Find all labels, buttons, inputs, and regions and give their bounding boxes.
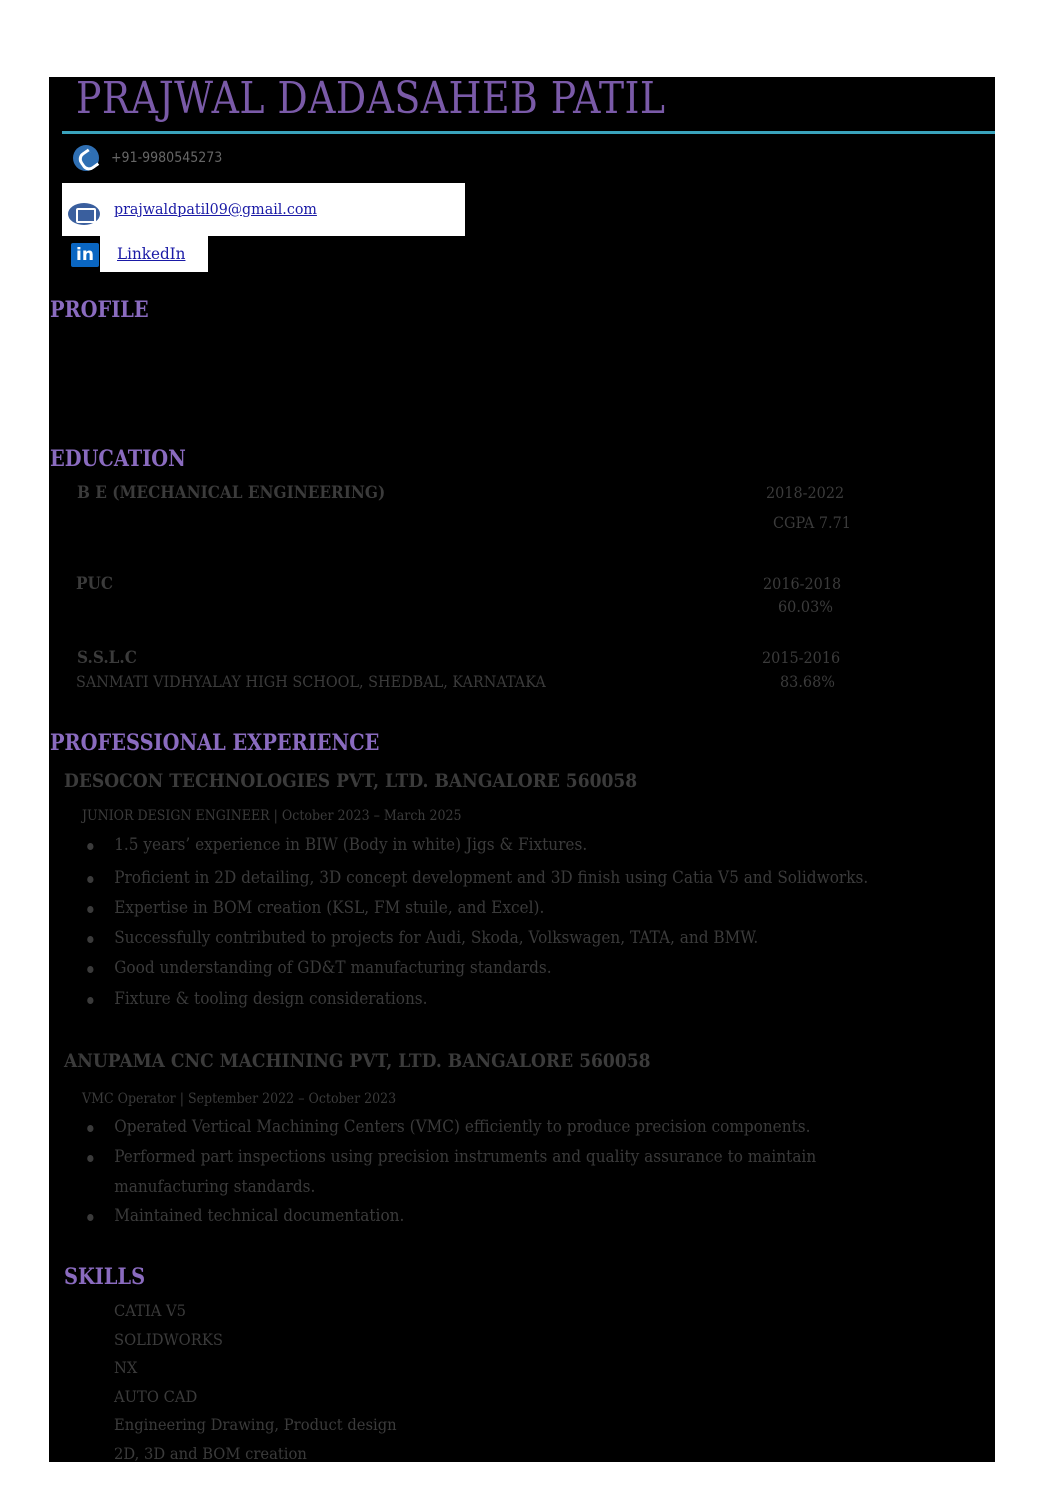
linkedin-icon: in bbox=[71, 243, 99, 267]
skills-heading: SKILLS bbox=[64, 1264, 146, 1290]
skill-item: NX bbox=[114, 1358, 138, 1377]
education-score: 60.03% bbox=[778, 597, 833, 616]
education-degree: PUC bbox=[76, 574, 114, 594]
education-score: 83.68% bbox=[780, 672, 835, 691]
company-name: ANUPAMA CNC MACHINING PVT, LTD. BANGALORE 560058 bbox=[64, 1050, 651, 1072]
education-years: 2015-2016 bbox=[762, 648, 841, 667]
skill-item: SOLIDWORKS bbox=[114, 1330, 223, 1349]
education-degree: B E (MECHANICAL ENGINEERING) bbox=[77, 483, 386, 503]
linkedin-row bbox=[100, 236, 208, 272]
skill-item: 2D, 3D and BOM creation bbox=[114, 1444, 307, 1462]
education-years: 2018-2022 bbox=[766, 483, 845, 502]
phone-number: +91-9980545273 bbox=[111, 150, 223, 166]
candidate-name: PRAJWAL DADASAHEB PATIL bbox=[76, 77, 666, 124]
mail-icon bbox=[68, 203, 100, 225]
phone-icon bbox=[73, 145, 99, 171]
company-name: DESOCON TECHNOLOGIES PVT, LTD. BANGALORE 560058 bbox=[64, 770, 638, 792]
education-years: 2016-2018 bbox=[763, 574, 842, 593]
resume-page: PRAJWAL DADASAHEB PATIL +91-9980545273 prajwaldpatil09@gmail.com in LinkedIn PROFILE EDUCATION B E (MECHANICAL ENGINEERING) 2018-2022 CGPA 7.71 PUC 2016-2018 60.03% S.S.L.C SANMATI VIDHYALAY HIGH SCHOOL, SHEDBAL, KARNATAKA 2015-2016 83.68% PROFESSIONAL EXPERIENCE DESOCON TECHNOLOGIES PVT, LTD. BANGALORE 560058 JUNIOR DESIGN ENGINEER | October 2023 – March 2025 1.5 years’ experience in BIW (Body in white) Jigs & Fixtures. Proficient in 2D detailing, 3D concept development and 3D finish using Catia V5 and Solidworks. Expertise in BOM creation (KSL, FM stuile, and Excel). Successfully contributed to projects for Audi, Skoda, Volkswagen, TATA, and BMW. Good understanding of GD&T manufacturing standards. Fixture & tooling design considerations. ANUPAMA CNC MACHINING PVT, LTD. BANGALORE 560058 VMC Operator | September 2022 – October 2023 Operated Vertical Machining Centers (VMC) efficiently to produce precision components. Performed part inspections using precision instruments and quality assurance to maintain manufacturing standards. Maintained technical documentation. SKILLS CATIA V5 SOLIDWORKS NX AUTO CAD Engineering Drawing, Product design 2D, 3D and BOM creation bbox=[49, 77, 995, 1462]
education-school: SANMATI VIDHYALAY HIGH SCHOOL, SHEDBAL, KARNATAKA bbox=[76, 672, 546, 691]
education-heading: EDUCATION bbox=[50, 446, 186, 472]
experience-heading: PROFESSIONAL EXPERIENCE bbox=[50, 730, 380, 756]
skill-item: CATIA V5 bbox=[114, 1301, 187, 1320]
education-score: CGPA 7.71 bbox=[773, 513, 851, 532]
job-role: JUNIOR DESIGN ENGINEER | October 2023 – March 2025 bbox=[82, 808, 462, 824]
education-degree: S.S.L.C bbox=[77, 648, 137, 668]
header-divider bbox=[62, 131, 995, 134]
profile-heading: PROFILE bbox=[50, 297, 149, 323]
skill-item: AUTO CAD bbox=[114, 1387, 198, 1406]
linkedin-link[interactable]: LinkedIn bbox=[117, 244, 186, 263]
job-role: VMC Operator | September 2022 – October 2023 bbox=[82, 1091, 397, 1107]
email-row bbox=[62, 183, 465, 236]
email-link[interactable]: prajwaldpatil09@gmail.com bbox=[114, 200, 317, 218]
skill-item: Engineering Drawing, Product design bbox=[114, 1415, 397, 1434]
